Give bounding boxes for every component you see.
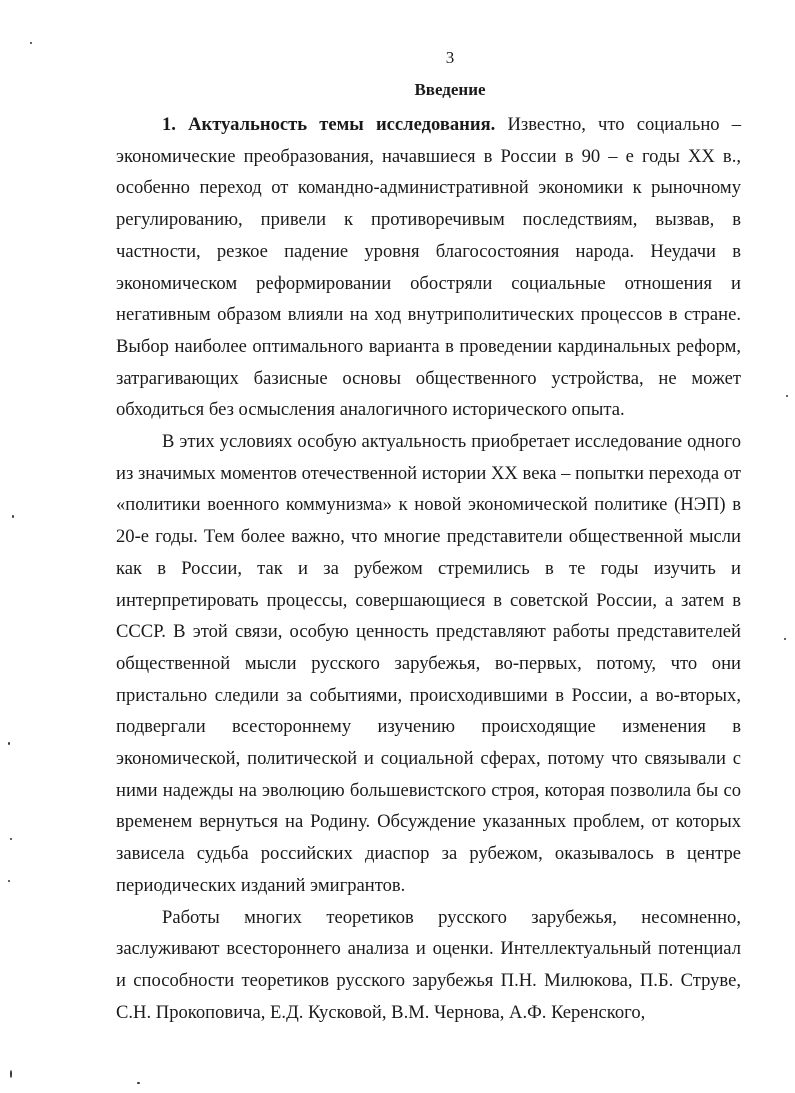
scan-speck: [12, 515, 14, 518]
scan-speck: [137, 1082, 140, 1084]
section-heading: Введение: [414, 80, 486, 99]
scan-speck: [8, 880, 10, 882]
scan-speck: [784, 638, 786, 640]
body-text: [116, 109, 741, 1028]
scan-speck: [10, 1070, 12, 1078]
paragraph-1-lead: 1. Актуальность темы исследования.: [162, 114, 496, 135]
paragraph-3: Работы многих теоретиков русского зарубежья, несомненно, заслуживают всестороннего анализа и оценки. Интеллектуальный потенциал и способности теоретиков русского зарубежья П.Н. Милюкова, П.Б. Струве, С.Н. Прокоповича, Е.Д. Кусковой, В.М. Чернова, А.Ф. Керенского,: [116, 906, 741, 1023]
paragraph-2: В этих условиях особую актуальность приобретает исследование одного из значимых моментов отечественной истории XX века – попытки перехода от «политики военного коммунизма» к новой экономической политике (НЭП) в 20-е годы. Тем более важно, что многие представители общественной мысли как в России, так и за рубежом стремились в те годы изучить и интерпретировать процессы, совершающиеся в советской России, а затем в СССР. В этой связи, особую ценность представляют работы представителей общественной мысли русского зарубежья, во-первых, потому, что они пристально следили за событиями, происходившими в России, а во-вторых, подвергали всестороннему изучению происходящие изменения в экономической, политической и социальной сферах, потому что связывали с ними надежды на эволюцию большевистского строя, которая позволила бы со временем вернуться на Родину. Обсуждение указанных проблем, от которых зависела судьба российских диаспор за рубежом, оказывалось в центре периодических изданий эмигрантов.: [116, 431, 741, 896]
paragraph-1: [116, 109, 741, 426]
scan-speck: [786, 395, 788, 397]
scan-speck: [10, 838, 12, 840]
paragraph-1-text: Известно, что социально – экономические преобразования, начавшиеся в России в 90 – е годы XX в., особенно переход от командно-административной экономики к рыночному регулированию, привели к противоречивым последствиям, вызвав, в частности, резкое падение уровня благосостояния народа. Неудачи в экономическом реформировании обостряли социальные отношения и негативным образом влияли на ход внутриполитических процессов в стране. Выбор наиболее оптимального варианта в проведении кардинальных реформ, затрагивающих базисные основы общественного устройства, не может обходиться без осмысления аналогичного исторического опыта.: [116, 114, 741, 421]
page-number: 3: [445, 48, 455, 67]
scan-speck: [30, 42, 32, 44]
scan-speck: [8, 742, 10, 745]
